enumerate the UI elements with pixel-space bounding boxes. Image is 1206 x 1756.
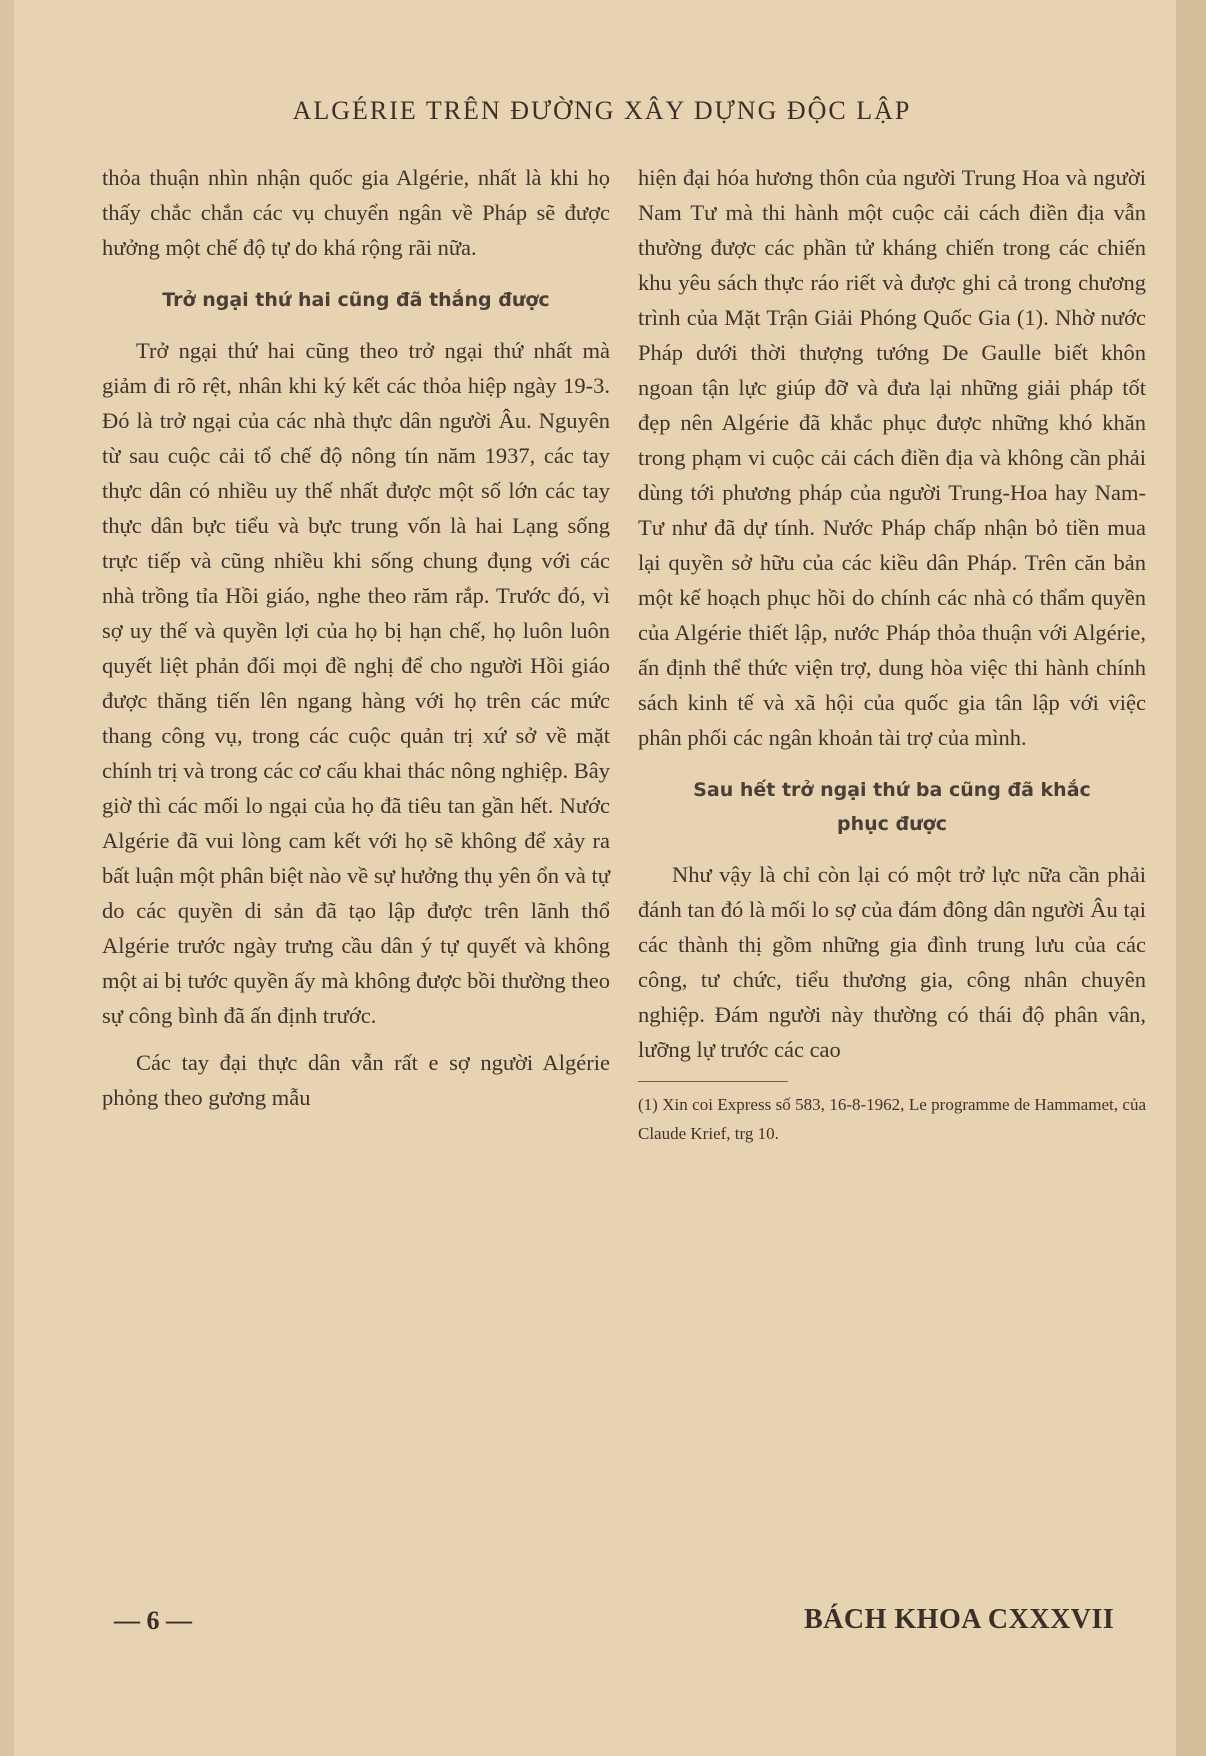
right-paragraph-1: hiện đại hóa hương thôn của người Trung Hoa và người Nam Tư mà thi hành một cuộc cải cách điền địa vẫn thường được các phần tử kháng chiến trong các chiến khu yêu sách thực ráo riết và được ghi cả trong chương trình của Mặt Trận Giải Phóng Quốc Gia (1). Nhờ nước Pháp dưới thời thượng tướng De Gaulle biết khôn ngoan tận lực giúp đỡ và đưa lại những giải pháp tốt đẹp nên Algérie đã khắc phục được những khó khăn trong phạm vi cuộc cải cách điền địa và không cần phải dùng tới phương pháp của người Trung-Hoa hay Nam-Tư như đã dự tính. Nước Pháp chấp nhận bỏ tiền mua lại quyền sở hữu của các kiều dân Pháp. Trên căn bản một kế hoạch phục hồi do chính các nhà có thẩm quyền của Algérie thiết lập, nước Pháp thỏa thuận với Algérie, ấn định thể thức viện trợ, dung hòa việc thi hành chính sách kinh tế và xã hội của quốc gia tân lập với việc phân phối các ngân khoản tài trợ của mình. xyxy=(638,165,1146,750)
left-paragraph-2: Trở ngại thứ hai cũng theo trở ngại thứ nhất mà giảm đi rõ rệt, nhân khi ký kết các thỏa hiệp ngày 19-3. Đó là trở ngại của các nhà thực dân người Âu. Nguyên từ sau cuộc cải tổ chế độ nông tín năm 1937, các tay thực dân có nhiều uy thế nhất được một số lớn các tay thực dân bực tiểu và bực trung vốn là hai Lạng sống trực tiếp và cũng nhiều khi sống chung đụng với các nhà trồng tỉa Hồi giáo, nghe theo răm rắp. Trước đó, vì sợ uy thế và quyền lợi của họ bị hạn chế, họ luôn luôn quyết liệt phản đối mọi đề nghị để cho người Hồi giáo được thăng tiến lên ngang hàng với họ trên các mức thang công vụ, trong các cuộc quản trị xứ sở về mặt chính trị và trong các cơ cấu khai thác nông nghiệp. Bây giờ thì các mối lo ngại của họ đã tiêu tan gần hết. Nước Algérie đã vui lòng cam kết với họ sẽ không để xảy ra bất luận một phân biệt nào về sự hưởng thụ yên ổn và tự do các quyền di sản đã tạo lập được trên lãnh thổ Algérie trước ngày trưng cầu dân ý tự quyết và không một ai bị tước quyền ấy mà không được bồi thường theo sự công bình đã ấn định trước. xyxy=(102,338,610,1028)
left-column xyxy=(102,160,610,1115)
footnote-divider xyxy=(638,1081,788,1082)
page-title: ALGÉRIE TRÊN ĐƯỜNG XÂY DỰNG ĐỘC LẬP xyxy=(292,96,912,125)
left-paragraph-3: Các tay đại thực dân vẫn rất e sợ người Algérie phỏng theo gương mẫu xyxy=(102,1050,610,1110)
journal-name: BÁCH KHOA CXXXVII xyxy=(804,1604,1115,1635)
right-column xyxy=(638,160,1146,1148)
right-paragraph-2: Như vậy là chỉ còn lại có một trở lực nữa cần phải đánh tan đó là mối lo sợ của đám đông dân người Âu tại các thành thị gồm những gia đình trung lưu của các công, tư chức, tiểu thương gia, công nhân chuyên nghiệp. Đám người này thường có thái độ phân vân, lưỡng lự trước các cao xyxy=(638,862,1146,1062)
left-paragraph-1: thỏa thuận nhìn nhận quốc gia Algérie, nhất là khi họ thấy chắc chắn các vụ chuyển ngân về Pháp sẽ được hưởng một chế độ tự do khá rộng rãi nữa. xyxy=(102,165,610,260)
footnote: (1) Xin coi Express số 583, 16-8-1962, Le programme de Hammamet, của Claude Krief, trg 10. xyxy=(638,1095,1146,1143)
section-heading-1: Trở ngại thứ hai cũng đã thắng được xyxy=(162,289,550,311)
page-number: — 6 — xyxy=(114,1606,192,1635)
section-heading-2: Sau hết trở ngại thứ ba cũng đã khắc phục được xyxy=(693,779,1091,835)
